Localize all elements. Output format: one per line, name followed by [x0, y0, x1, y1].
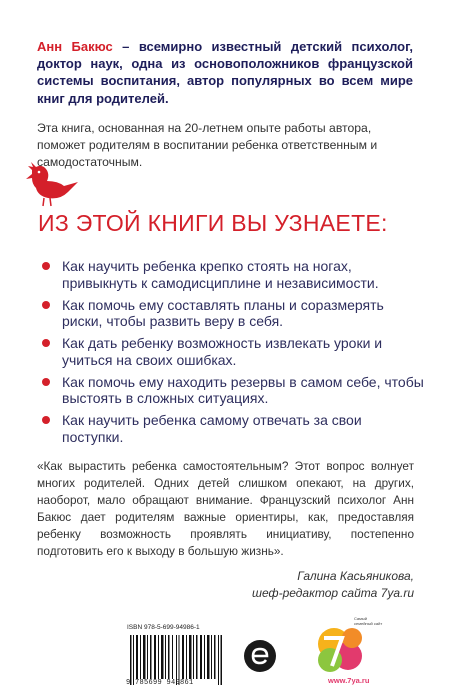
list-item: Как дать ребенку возможность извлекать уроки и учиться на своих ошибках. — [40, 335, 425, 368]
signature-role: шеф-редактор сайта 7ya.ru — [252, 586, 414, 600]
isbn-label: ISBN 978-5-699-94986-1 — [127, 624, 200, 631]
list-item: Как научить ребенка самому отвечать за свои поступки. — [40, 412, 425, 445]
signature-name: Галина Касьяникова, — [297, 569, 414, 583]
list-item: Как научить ребенка крепко стоять на ногах, привыкнуть к самодисциплине и независимости. — [40, 258, 425, 291]
bullet-icon — [42, 339, 50, 347]
author-name: Анн Бакюс — [37, 39, 113, 54]
bullet-icon — [42, 301, 50, 309]
publisher-logo-icon — [243, 639, 277, 673]
review-quote: «Как вырастить ребенка самостоятельным? Этот вопрос волнует многих родителей. Одних детей слишком опекают, на других, наоборот, мало обращают внимание. Французский психолог Анн Бакюс дает родителям важные ориентиры, как, предоставляя ребенку возможность проявлять инициативу, постепенно подготовить его к выходу в большую жизнь». — [37, 459, 414, 558]
site-logo-url: www.7ya.ru — [328, 676, 370, 685]
list-item: Как помочь ему составлять планы и соразмерять риски, чтобы развить веру в себя. — [40, 297, 425, 330]
author-description: – всемирно известный детский психолог, доктор наук, одна из основоположников французской системы воспитания, автор популярных во всем мире книг для родителей. — [37, 39, 413, 106]
book-about: Эта книга, основанная на 20-летнем опыте работы автора, поможет родителям в воспитании ребенка ответственным и самодостаточным. — [37, 121, 378, 169]
bullet-icon — [42, 378, 50, 386]
benefits-list — [40, 258, 425, 451]
author-intro — [37, 38, 413, 107]
barcode-digits: 9 785699 949861 — [126, 679, 194, 687]
bullet-icon — [42, 262, 50, 270]
list-item: Как помочь ему находить резервы в самом себе, чтобы выстоять в сложных ситуациях. — [40, 374, 425, 407]
section-heading: ИЗ ЭТОЙ КНИГИ ВЫ УЗНАЕТЕ: — [38, 210, 388, 236]
site-logo-tagline: Самый семейный сайт — [354, 616, 383, 626]
quote-signature — [252, 568, 414, 602]
bullet-icon — [42, 416, 50, 424]
